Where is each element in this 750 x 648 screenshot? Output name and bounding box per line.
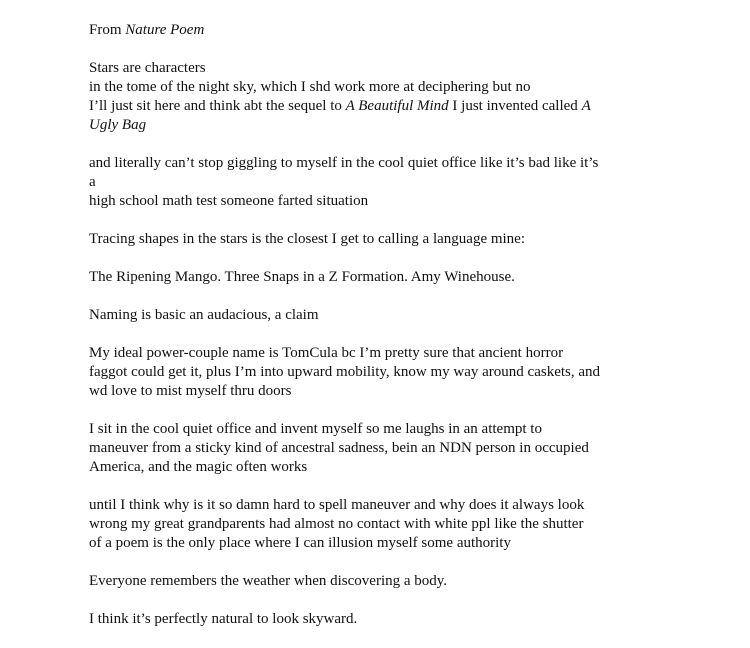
poem-line: wrong my great grandparents had almost no contact with white ppl like the shutter [89, 516, 584, 532]
poem-line: maneuver from a sticky kind of ancestral sadness, bein an NDN person in occupied [89, 440, 589, 456]
stanza-skyward [89, 610, 739, 629]
line-text: I just invented called [448, 98, 582, 114]
poem-document [89, 21, 739, 648]
poem-line [89, 97, 739, 116]
stanza-constellations [89, 268, 739, 287]
book-title: A Beautiful Mind [345, 98, 449, 114]
poem-heading [89, 21, 739, 40]
stanza-weather [89, 572, 739, 591]
stanza-naming [89, 306, 739, 325]
stanza-maneuver [89, 496, 739, 553]
poem-line: I think it’s perfectly natural to look skyward. [89, 611, 358, 627]
poem-line: in the tome of the night sky, which I shd work more at deciphering but no [89, 79, 531, 95]
invented-title-start: A [581, 98, 591, 114]
poem-line: Naming is basic an audacious, a claim [89, 307, 319, 323]
poem-line: wd love to mist myself thru doors [89, 383, 292, 399]
poem-title: Nature Poem [125, 22, 205, 38]
stanza-giggling [89, 154, 739, 211]
poem-line: and literally can’t stop giggling to myself in the cool quiet office like it’s bad like it’s [89, 155, 599, 171]
poem-line: Stars are characters [89, 60, 206, 76]
line-text: I’ll just sit here and think abt the sequel to [89, 98, 346, 114]
stanza-office [89, 420, 739, 477]
poem-line: My ideal power-couple name is TomCula bc I’m pretty sure that ancient horror [89, 345, 564, 361]
poem-line: America, and the magic often works [89, 459, 308, 475]
poem-line: faggot could get it, plus I’m into upward mobility, know my way around caskets, and [89, 364, 601, 380]
poem-line: Tracing shapes in the stars is the closest I get to calling a language mine: [89, 231, 526, 247]
stanza-tomcula [89, 344, 739, 401]
stanza-stars [89, 59, 739, 135]
invented-title-end: Ugly Bag [89, 117, 147, 133]
stanza-tracing [89, 230, 739, 249]
poem-line: until I think why is it so damn hard to spell maneuver and why does it always look [89, 497, 585, 513]
poem-line: high school math test someone farted situation [89, 193, 369, 209]
poem-line: I sit in the cool quiet office and invent myself so me laughs in an attempt to [89, 421, 542, 437]
poem-line: a [89, 174, 96, 190]
poem-line: Everyone remembers the weather when discovering a body. [89, 573, 448, 589]
poem-line: The Ripening Mango. Three Snaps in a Z Formation. Amy Winehouse. [89, 269, 515, 285]
poem-line: of a poem is the only place where I can illusion myself some authority [89, 535, 511, 551]
heading-prefix: From [89, 22, 126, 38]
